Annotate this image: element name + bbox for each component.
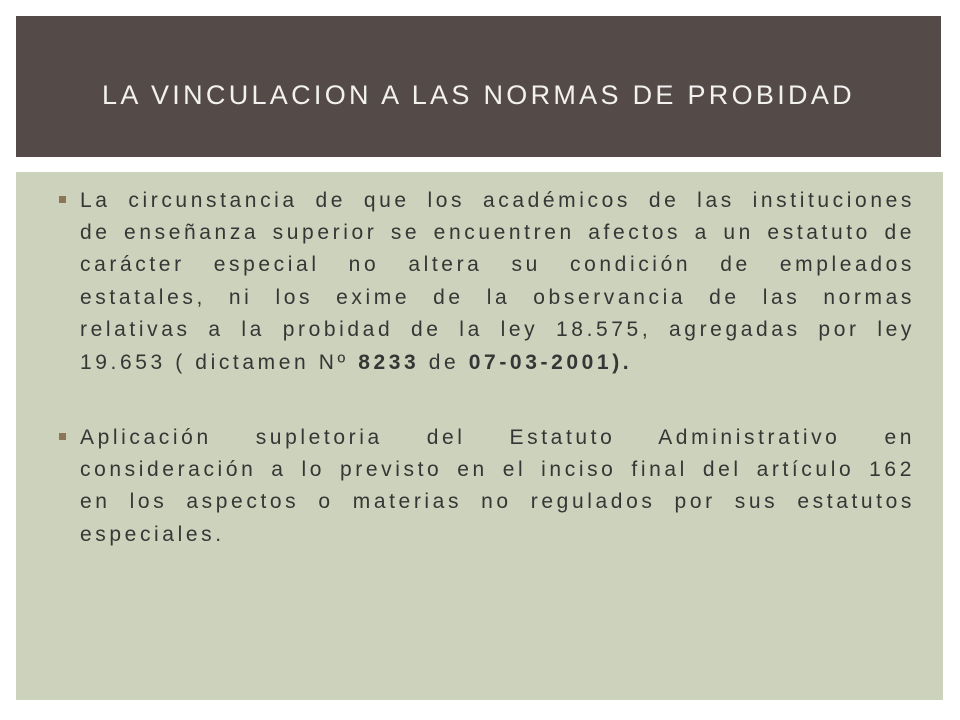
bullet-text-line: consideración a lo previsto en el inciso final del artículo 162 — [80, 457, 915, 481]
bullet-list — [80, 185, 915, 552]
bullet-text-line: en los aspectos o materias no regulados por sus estatutos — [80, 490, 915, 514]
bullet-text-line — [80, 347, 915, 379]
bullet-text: 19.653 ( dictamen Nº — [80, 350, 359, 374]
bullet-text-line: Aplicación supletoria del Estatuto Administrativo en — [80, 425, 915, 449]
square-bullet-icon — [59, 433, 66, 440]
bullet-item — [80, 422, 915, 552]
bullet-text: especiales. — [80, 522, 225, 546]
bullet-text-line: de enseñanza superior se encuentren afectos a un estatuto de — [80, 220, 915, 244]
bullet-item — [80, 185, 915, 379]
bullet-text-line: relativas a la probidad de la ley 18.575, agregadas por ley — [80, 318, 915, 342]
bullet-text-line — [80, 519, 915, 551]
square-bullet-icon — [59, 196, 66, 203]
dictamen-date: 07-03-2001). — [468, 350, 633, 374]
bullet-text: de — [419, 350, 469, 374]
dictamen-number: 8233 — [358, 350, 420, 374]
bullet-text-line: estatales, ni los exime de la observancia de las normas — [80, 285, 915, 309]
slide-title: LA VINCULACION A LAS NORMAS DE PROBIDAD — [102, 80, 855, 110]
bullet-text-line: La circunstancia de que los académicos de las instituciones — [80, 188, 915, 212]
bullet-text-line: carácter especial no altera su condición de empleados — [80, 253, 915, 277]
title-bar — [16, 16, 941, 157]
content-panel — [16, 172, 943, 700]
